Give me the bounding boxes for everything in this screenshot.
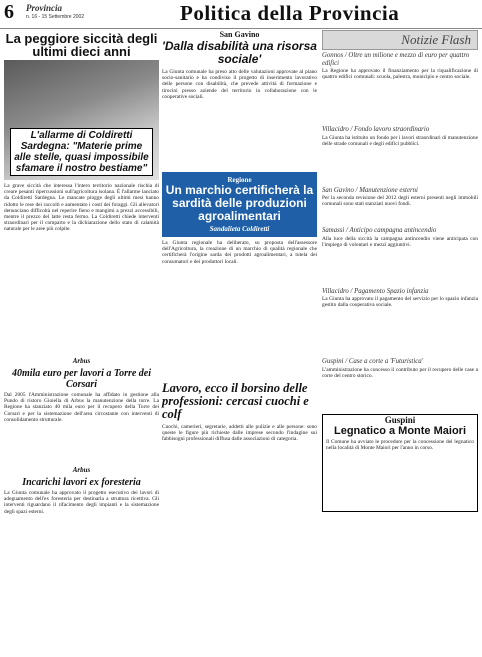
page-number: 6: [4, 1, 14, 23]
article-body: La grave siccità che interessa l'intero territorio nazionale rischia di creare pesanti ripercussioni sull'agricoltura isolana. È l'allarme lanciato da Coldiretti Sardegna. Le mancate piogge degli ultimi mesi hanno ridotto le rese dei raccolti e aumentato i costi dei foraggi. Gli allevatori denunciano difficoltà nel reperire fieno e mangimi a prezzi accessibili, mentre il prezzo del latte resta fermo. La Coldiretti chiede interventi straordinari per il comparto e la dichiarazione dello stato di calamità naturale per le aree più colpite.: [4, 183, 159, 233]
box-kicker: Guspini: [384, 414, 416, 425]
guspini-box: [322, 414, 478, 512]
article-body: Cuochi, camerieri, segretarie, addetti alle pulizie e alle persone: sono queste le figure più richieste dalle imprese secondo l'indagine sui fabbisogni professionali diffusa dalle associazioni di categoria.: [162, 424, 317, 443]
article-kicker: San Gavino: [219, 30, 260, 39]
brief-body: La Regione ha approvato il finanziamento per la riqualificazione di quattro edifici comunali: scuola, palestra, municipio e centro sociale.: [322, 68, 478, 81]
brief-body: La Giunta ha istituito un fondo per i lavori straordinari di manutenzione delle strade comunali e degli edifici pubblici.: [322, 134, 478, 147]
article-kicker: Arbus: [72, 357, 91, 365]
drought-photo: [4, 60, 159, 180]
brief-body: La Giunta ha approvato il pagamento del servizio per lo spazio infanzia gestito dalla cooperativa sociale.: [322, 296, 478, 309]
column-center: [162, 30, 317, 564]
article-body: La Giunta comunale ha approvato il progetto esecutivo dei lavori di adeguamento dell'ex foresteria per destinarla a struttura ricettiva. Gli interventi riguardano il rifacimento degli impianti e la sistemazione degli spazi esterni.: [4, 490, 159, 515]
issue-info: n. 16 - 15 Settembre 2002: [26, 14, 85, 20]
column-right: [322, 30, 478, 512]
headline-siccita: La peggiore siccità degli ultimi dieci anni: [5, 31, 158, 59]
article-title: 'Dalla disabilità una risorsa sociale': [162, 39, 317, 66]
masthead: [0, 0, 482, 29]
box-kicker: Regione: [227, 176, 252, 184]
brief-body: L'amministrazione ha concesso il contributo per il recupero delle case a corte del centro storico.: [322, 366, 478, 379]
section-title: Politica della Provincia: [180, 1, 400, 25]
brief-heading: Guspini / Case a corte a 'Futuristica': [322, 358, 424, 365]
box-title: Un marchio certificherà la sardità delle produzioni agroalimentari: [165, 183, 314, 223]
article-title: Incarichi lavori ex foresteria: [22, 477, 141, 488]
brief-body: Alla luce della siccità la campagna antincendio viene anticipata con l'impiego di volontari e mezzi aggiuntivi.: [322, 235, 478, 248]
column-left: [4, 30, 159, 570]
brief-heading: Villacidro / Pagamento Spazio infanzia: [322, 287, 429, 295]
photo-caption: L'allarme di Coldiretti Sardegna: "Materie prime alle stelle, quasi impossibile sfamare il nostro bestiame": [10, 128, 153, 176]
banner-label: Notizie Flash: [401, 32, 471, 47]
notizie-flash-banner: [322, 30, 478, 50]
brief-heading: Villacidro / Fondo lavoro straordinario: [322, 126, 430, 133]
article-body: La Giunta comunale ha preso atto delle valutazioni approvate al piano socio-sanitario e ha condiviso il progetto di inserimento lavorativo delle persone con disabilità, che prevede attività di formazione e tirocini presso aziende del territorio in collaborazione con le cooperative sociali.: [162, 69, 317, 100]
regione-box: [162, 172, 317, 237]
brief-heading: Samassi / Anticipo campagna antincendio: [322, 227, 437, 234]
article-body: La Giunta regionale ha deliberato, su proposta dell'assessore dell'Agricoltura, la creazione di un marchio di qualità regionale che certificherà l'origine sarda dei prodotti agroalimentari, a tutela dei consumatori e dei produttori locali.: [162, 240, 317, 265]
brief-heading: San Gavino / Manutenzione esterni: [322, 186, 418, 194]
box-body: Il Comune ha avviato le procedure per la concessione del legnatico nella località di Monte Maiori per l'anno in corso.: [326, 438, 474, 451]
article-body: Dal 2005 l'Amministrazione comunale ha affidato in gestione alla Pundo di ristoro Gioiella di Arbus la manutenzione della torre. La Regione ha stanziato 40 mila euro per il recupero della Torre dei Corsari e per la sistemazione dell'area circostante con interventi di consolidamento strutturale.: [4, 392, 159, 423]
article-title: Lavoro, ecco il borsino delle professioni: cercasi cuochi e colf: [162, 381, 309, 421]
article-kicker: Arbus: [72, 466, 91, 474]
article-title: 40mila euro per lavori a Torre dei Corsari: [11, 368, 152, 390]
brief-heading: Gonnos / Oltre un milione e mezzo di euro per quattro edifici: [322, 52, 470, 67]
brief-body: Per la seconda revisione del 2012 degli esterni presenti negli immobili comunali sono stati stanziati nuovi fondi.: [322, 195, 478, 208]
box-title: Legnatico a Monte Maiori: [333, 424, 466, 437]
box-author: Sandalieta Coldiretti: [209, 225, 270, 233]
newspaper-logo: Provincia: [26, 3, 62, 13]
